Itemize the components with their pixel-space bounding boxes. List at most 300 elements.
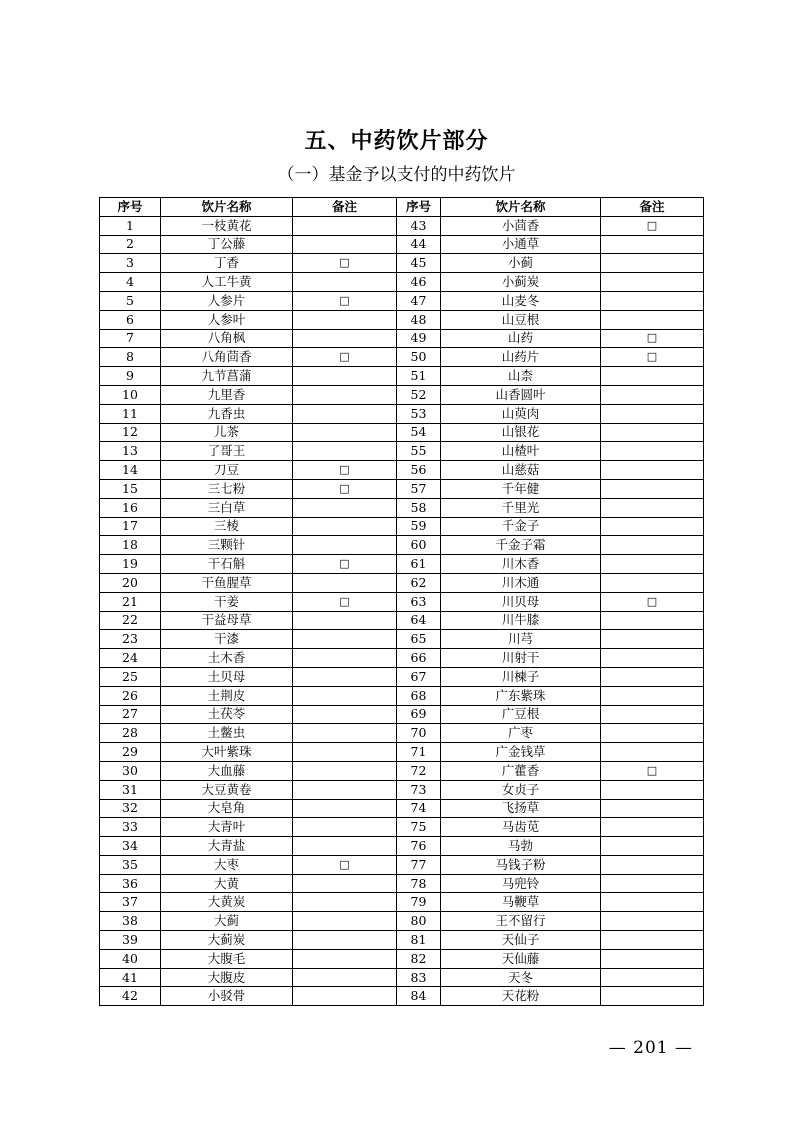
remark-cell (601, 517, 704, 536)
table-row (100, 630, 704, 649)
drug-name: 千金子霜 (441, 536, 601, 555)
row-number: 51 (397, 367, 441, 386)
drug-name: 土贝母 (161, 667, 293, 686)
remark-cell (293, 724, 397, 743)
drug-name: 山柰 (441, 367, 601, 386)
drug-name: 广金钱草 (441, 743, 601, 762)
row-number: 33 (100, 818, 161, 837)
drug-name: 八角茴香 (161, 348, 293, 367)
row-number: 62 (397, 573, 441, 592)
remark-cell (293, 818, 397, 837)
drug-name: 小驳骨 (161, 987, 293, 1006)
row-number: 49 (397, 329, 441, 348)
remark-cell (601, 761, 704, 780)
table-row (100, 216, 704, 235)
drug-name: 山萸肉 (441, 404, 601, 423)
row-number: 19 (100, 555, 161, 574)
remark-cell (601, 724, 704, 743)
remark-cell (601, 254, 704, 273)
drug-name: 山豆根 (441, 310, 601, 329)
drug-name: 山药片 (441, 348, 601, 367)
row-number: 3 (100, 254, 161, 273)
remark-cell (293, 686, 397, 705)
row-number: 67 (397, 667, 441, 686)
table-row (100, 968, 704, 987)
remark-box-icon: □ (646, 594, 658, 608)
row-number: 40 (100, 949, 161, 968)
row-number: 41 (100, 968, 161, 987)
remark-box-icon: □ (646, 331, 658, 345)
row-number: 53 (397, 404, 441, 423)
remark-cell (601, 329, 704, 348)
remark-cell (293, 461, 397, 480)
table-row (100, 799, 704, 818)
row-number: 65 (397, 630, 441, 649)
remark-cell (293, 912, 397, 931)
remark-cell (601, 404, 704, 423)
drug-name: 八角枫 (161, 329, 293, 348)
remark-box-icon: □ (339, 857, 350, 871)
remark-box-icon: □ (339, 256, 350, 270)
row-number: 18 (100, 536, 161, 555)
remark-cell (293, 893, 397, 912)
row-number: 48 (397, 310, 441, 329)
row-number: 6 (100, 310, 161, 329)
remark-cell (601, 912, 704, 931)
row-number: 44 (397, 235, 441, 254)
remark-cell (293, 649, 397, 668)
row-number: 80 (397, 912, 441, 931)
drug-name: 川牛膝 (441, 611, 601, 630)
row-number: 70 (397, 724, 441, 743)
remark-cell (601, 235, 704, 254)
drug-name: 山银花 (441, 423, 601, 442)
row-number: 25 (100, 667, 161, 686)
remark-cell (601, 667, 704, 686)
drug-name: 女贞子 (441, 780, 601, 799)
table-row (100, 291, 704, 310)
row-number: 55 (397, 442, 441, 461)
row-number: 84 (397, 987, 441, 1006)
remark-box-icon: □ (339, 350, 350, 364)
remark-cell (601, 874, 704, 893)
row-number: 12 (100, 423, 161, 442)
row-number: 30 (100, 761, 161, 780)
remark-cell (293, 592, 397, 611)
row-number: 35 (100, 855, 161, 874)
drug-name: 九香虫 (161, 404, 293, 423)
remark-cell (601, 573, 704, 592)
drug-name: 大蓟炭 (161, 931, 293, 950)
drug-name: 大青叶 (161, 818, 293, 837)
remark-cell (601, 216, 704, 235)
drug-name: 山楂叶 (441, 442, 601, 461)
row-number: 9 (100, 367, 161, 386)
table-row (100, 273, 704, 292)
remark-cell (293, 216, 397, 235)
table-row (100, 743, 704, 762)
remark-cell (601, 743, 704, 762)
drug-name: 九里香 (161, 385, 293, 404)
remark-cell (293, 423, 397, 442)
table-row (100, 611, 704, 630)
table-row (100, 837, 704, 856)
drug-name: 大青盐 (161, 837, 293, 856)
remark-cell (601, 818, 704, 837)
row-number: 83 (397, 968, 441, 987)
drug-name: 小蓟 (441, 254, 601, 273)
table-row (100, 705, 704, 724)
table-row (100, 874, 704, 893)
header-name: 饮片名称 (161, 198, 293, 217)
row-number: 50 (397, 348, 441, 367)
drug-name: 川楝子 (441, 667, 601, 686)
header-no: 序号 (397, 198, 441, 217)
remark-cell (601, 949, 704, 968)
row-number: 29 (100, 743, 161, 762)
table-row (100, 536, 704, 555)
remark-cell (293, 235, 397, 254)
row-number: 68 (397, 686, 441, 705)
remark-cell (601, 273, 704, 292)
drug-name: 九节菖蒲 (161, 367, 293, 386)
table-row (100, 348, 704, 367)
remark-box-icon: □ (646, 350, 658, 364)
remark-cell (601, 837, 704, 856)
drug-name: 天仙子 (441, 931, 601, 950)
drug-name: 广枣 (441, 724, 601, 743)
drug-name: 三棱 (161, 517, 293, 536)
remark-cell (293, 931, 397, 950)
remark-cell (293, 442, 397, 461)
table-row (100, 893, 704, 912)
drug-name: 一枝黄花 (161, 216, 293, 235)
table-row (100, 592, 704, 611)
drug-name: 干姜 (161, 592, 293, 611)
row-number: 47 (397, 291, 441, 310)
row-number: 27 (100, 705, 161, 724)
remark-cell (293, 743, 397, 762)
table-row (100, 461, 704, 480)
header-note: 备注 (293, 198, 397, 217)
table-row (100, 254, 704, 273)
table-row (100, 555, 704, 574)
header-no: 序号 (100, 198, 161, 217)
row-number: 39 (100, 931, 161, 950)
row-number: 46 (397, 273, 441, 292)
remark-cell (601, 592, 704, 611)
drug-name: 三颗针 (161, 536, 293, 555)
drug-name: 千金子 (441, 517, 601, 536)
drug-name: 马兜铃 (441, 874, 601, 893)
remark-cell (601, 931, 704, 950)
drug-name: 千年健 (441, 479, 601, 498)
remark-cell (601, 423, 704, 442)
drug-name: 广藿香 (441, 761, 601, 780)
remark-cell (293, 479, 397, 498)
table-row (100, 912, 704, 931)
remark-cell (293, 949, 397, 968)
remark-cell (293, 780, 397, 799)
remark-cell (293, 385, 397, 404)
row-number: 56 (397, 461, 441, 480)
table-row (100, 517, 704, 536)
remark-cell (601, 705, 704, 724)
table-row (100, 949, 704, 968)
page-title: 五、中药饮片部分 (304, 128, 489, 154)
drug-name: 小茴香 (441, 216, 601, 235)
row-number: 75 (397, 818, 441, 837)
row-number: 72 (397, 761, 441, 780)
row-number: 52 (397, 385, 441, 404)
remark-cell (293, 573, 397, 592)
remark-box-icon: □ (339, 293, 350, 307)
drug-name: 川木通 (441, 573, 601, 592)
table-row (100, 724, 704, 743)
row-number: 34 (100, 837, 161, 856)
remark-cell (601, 686, 704, 705)
row-number: 61 (397, 555, 441, 574)
remark-box-icon: □ (646, 763, 658, 777)
remark-cell (293, 611, 397, 630)
table-row (100, 310, 704, 329)
remark-cell (293, 874, 397, 893)
remark-cell (601, 987, 704, 1006)
row-number: 16 (100, 498, 161, 517)
remark-cell (293, 837, 397, 856)
row-number: 2 (100, 235, 161, 254)
table-row (100, 367, 704, 386)
drug-name: 天花粉 (441, 987, 601, 1006)
row-number: 77 (397, 855, 441, 874)
row-number: 78 (397, 874, 441, 893)
drug-name: 大豆黄卷 (161, 780, 293, 799)
row-number: 31 (100, 780, 161, 799)
drug-name: 马齿苋 (441, 818, 601, 837)
table-row (100, 442, 704, 461)
remark-cell (293, 799, 397, 818)
drug-name: 丁公藤 (161, 235, 293, 254)
row-number: 5 (100, 291, 161, 310)
row-number: 57 (397, 479, 441, 498)
table-row (100, 329, 704, 348)
drug-name: 马钱子粉 (441, 855, 601, 874)
remark-cell (293, 348, 397, 367)
remark-cell (293, 291, 397, 310)
table-row (100, 686, 704, 705)
row-number: 20 (100, 573, 161, 592)
drug-name: 川射干 (441, 649, 601, 668)
row-number: 28 (100, 724, 161, 743)
drug-name: 山麦冬 (441, 291, 601, 310)
table-row (100, 498, 704, 517)
remark-cell (601, 536, 704, 555)
drug-name: 天仙藤 (441, 949, 601, 968)
table-row (100, 423, 704, 442)
drug-name: 马鞭草 (441, 893, 601, 912)
drug-name: 干益母草 (161, 611, 293, 630)
row-number: 22 (100, 611, 161, 630)
drug-name: 川贝母 (441, 592, 601, 611)
remark-cell (601, 855, 704, 874)
drug-name: 千里光 (441, 498, 601, 517)
drug-name: 大黄 (161, 874, 293, 893)
remark-box-icon: □ (339, 557, 350, 571)
remark-cell (601, 893, 704, 912)
row-number: 45 (397, 254, 441, 273)
table-row (100, 235, 704, 254)
row-number: 69 (397, 705, 441, 724)
row-number: 26 (100, 686, 161, 705)
row-number: 59 (397, 517, 441, 536)
drug-name: 川木香 (441, 555, 601, 574)
table-row (100, 987, 704, 1006)
row-number: 73 (397, 780, 441, 799)
remark-cell (601, 611, 704, 630)
row-number: 82 (397, 949, 441, 968)
row-number: 13 (100, 442, 161, 461)
drug-name: 广豆根 (441, 705, 601, 724)
row-number: 63 (397, 592, 441, 611)
remark-cell (293, 667, 397, 686)
table-row (100, 404, 704, 423)
remark-cell (601, 291, 704, 310)
drug-name: 三白草 (161, 498, 293, 517)
table-row (100, 667, 704, 686)
row-number: 15 (100, 479, 161, 498)
drug-name: 干鱼腥草 (161, 573, 293, 592)
remark-cell (293, 254, 397, 273)
remark-cell (601, 348, 704, 367)
drug-name: 川芎 (441, 630, 601, 649)
row-number: 7 (100, 329, 161, 348)
drug-name: 人工牛黄 (161, 273, 293, 292)
remark-cell (293, 987, 397, 1006)
drug-table (99, 197, 704, 1006)
remark-cell (601, 442, 704, 461)
row-number: 17 (100, 517, 161, 536)
remark-cell (293, 555, 397, 574)
drug-name: 山慈菇 (441, 461, 601, 480)
drug-name: 大蓟 (161, 912, 293, 931)
remark-cell (293, 310, 397, 329)
remark-box-icon: □ (339, 463, 350, 477)
drug-name: 山香圆叶 (441, 385, 601, 404)
drug-name: 小蓟炭 (441, 273, 601, 292)
row-number: 79 (397, 893, 441, 912)
drug-name: 大皂角 (161, 799, 293, 818)
remark-box-icon: □ (646, 218, 658, 232)
row-number: 32 (100, 799, 161, 818)
row-number: 38 (100, 912, 161, 931)
table-row (100, 855, 704, 874)
drug-name: 干石斛 (161, 555, 293, 574)
drug-name: 土木香 (161, 649, 293, 668)
header-note: 备注 (601, 198, 704, 217)
remark-cell (293, 517, 397, 536)
row-number: 54 (397, 423, 441, 442)
table-row (100, 761, 704, 780)
drug-name: 大血藤 (161, 761, 293, 780)
row-number: 60 (397, 536, 441, 555)
remark-cell (293, 329, 397, 348)
remark-box-icon: □ (339, 481, 350, 495)
remark-cell (601, 367, 704, 386)
drug-name: 土鳖虫 (161, 724, 293, 743)
drug-name: 三七粉 (161, 479, 293, 498)
drug-name: 飞扬草 (441, 799, 601, 818)
remark-cell (601, 498, 704, 517)
row-number: 23 (100, 630, 161, 649)
remark-cell (601, 479, 704, 498)
table-row (100, 780, 704, 799)
row-number: 36 (100, 874, 161, 893)
remark-box-icon: □ (339, 594, 350, 608)
row-number: 11 (100, 404, 161, 423)
remark-cell (601, 780, 704, 799)
drug-name: 广东紫珠 (441, 686, 601, 705)
remark-cell (293, 630, 397, 649)
row-number: 74 (397, 799, 441, 818)
drug-name: 天冬 (441, 968, 601, 987)
table-row (100, 573, 704, 592)
row-number: 1 (100, 216, 161, 235)
remark-cell (293, 404, 397, 423)
drug-name: 干漆 (161, 630, 293, 649)
table-row (100, 931, 704, 950)
drug-name: 儿茶 (161, 423, 293, 442)
table-row (100, 385, 704, 404)
drug-name: 大叶紫珠 (161, 743, 293, 762)
row-number: 24 (100, 649, 161, 668)
drug-name: 王不留行 (441, 912, 601, 931)
row-number: 21 (100, 592, 161, 611)
remark-cell (293, 855, 397, 874)
remark-cell (601, 310, 704, 329)
table-row (100, 649, 704, 668)
row-number: 37 (100, 893, 161, 912)
row-number: 42 (100, 987, 161, 1006)
row-number: 76 (397, 837, 441, 856)
remark-cell (601, 385, 704, 404)
drug-name: 大腹皮 (161, 968, 293, 987)
drug-name: 土荆皮 (161, 686, 293, 705)
row-number: 64 (397, 611, 441, 630)
remark-cell (293, 498, 397, 517)
drug-name: 人参片 (161, 291, 293, 310)
drug-name: 大黄炭 (161, 893, 293, 912)
remark-cell (601, 968, 704, 987)
drug-name: 丁香 (161, 254, 293, 273)
row-number: 14 (100, 461, 161, 480)
remark-cell (293, 273, 397, 292)
row-number: 66 (397, 649, 441, 668)
table-row (100, 818, 704, 837)
drug-name: 大枣 (161, 855, 293, 874)
remark-cell (601, 555, 704, 574)
remark-cell (601, 799, 704, 818)
section-title: （一）基金予以支付的中药饮片 (277, 165, 516, 185)
drug-name: 刀豆 (161, 461, 293, 480)
remark-cell (293, 761, 397, 780)
drug-name: 山药 (441, 329, 601, 348)
row-number: 10 (100, 385, 161, 404)
drug-name: 了哥王 (161, 442, 293, 461)
remark-cell (293, 705, 397, 724)
drug-name: 土茯苓 (161, 705, 293, 724)
row-number: 8 (100, 348, 161, 367)
drug-name: 大腹毛 (161, 949, 293, 968)
